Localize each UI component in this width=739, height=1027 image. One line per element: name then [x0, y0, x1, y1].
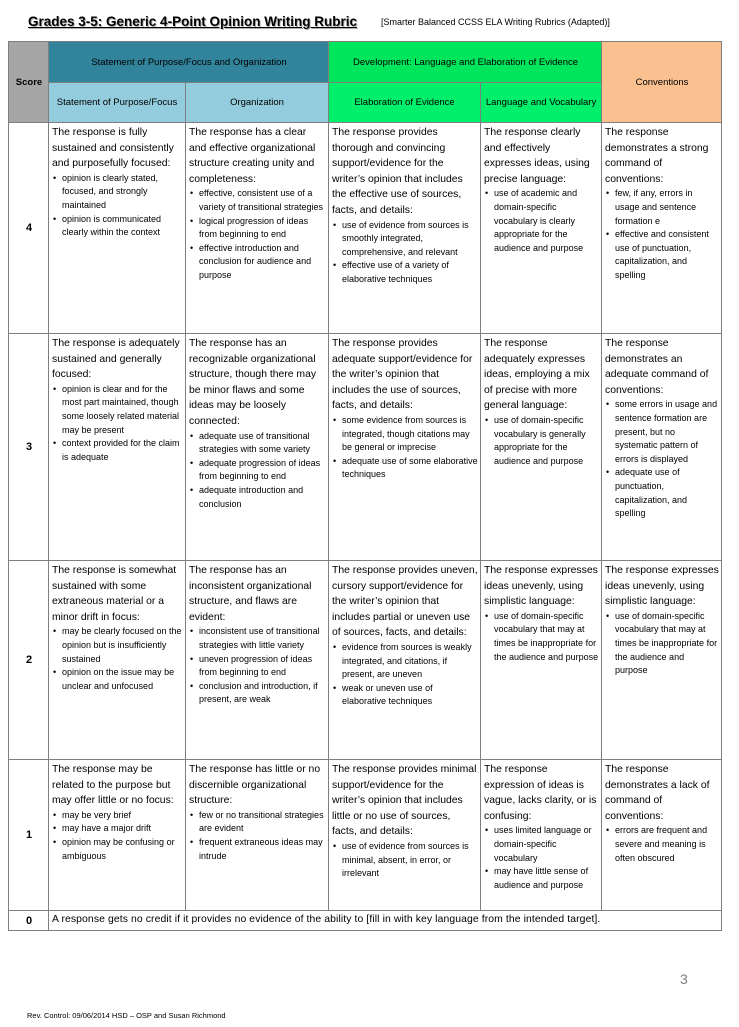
- bullet-item: • few or no transitional strategies are evident: [199, 809, 326, 836]
- language-cell: [481, 760, 602, 911]
- purpose-cell: [49, 561, 186, 760]
- purpose-bullet-list: [52, 172, 183, 240]
- bullet-item: • some evidence from sources is integrated, though citations may be general or imprecise: [342, 414, 478, 455]
- bullet-item: • effective, consistent use of a variety of transitional strategies: [199, 187, 326, 214]
- bullet-item: • opinion on the issue may be unclear and unfocused: [62, 666, 183, 693]
- bullet-item: • conclusion and introduction, if present, are weak: [199, 680, 326, 707]
- organization-description: The response has an recognizable organizational structure, though there may be minor flaws and some ideas may be loosely connected:: [189, 338, 317, 427]
- language-cell: [481, 561, 602, 760]
- bullet-item: • inconsistent use of transitional strategies with little variety: [199, 625, 326, 652]
- conventions-cell: [602, 760, 722, 911]
- language-description: The response expresses ideas unevenly, using simplistic language:: [484, 565, 598, 608]
- purpose-subheader: Statement of Purpose/Focus: [49, 83, 186, 123]
- elaboration-cell: [329, 123, 481, 334]
- purpose-description: The response is fully sustained and consistently and purposefully focused:: [52, 127, 174, 170]
- bullet-item: • may have little sense of audience and purpose: [494, 865, 599, 892]
- bullet-item: • use of evidence from sources is smoothly integrated, comprehensive, and relevant: [342, 219, 478, 260]
- bullet-item: • errors are frequent and severe and meaning is often obscured: [615, 824, 719, 865]
- bullet-item: • may be very brief: [62, 809, 183, 823]
- score-row-2: [9, 561, 722, 760]
- conventions-bullet-list: [605, 398, 719, 520]
- conventions-description: The response expresses ideas unevenly, using simplistic language:: [605, 565, 719, 608]
- purpose-cell: [49, 123, 186, 334]
- bullet-item: • opinion may be confusing or ambiguous: [62, 836, 183, 863]
- bullet-item: • few, if any, errors in usage and sentence formation e: [615, 187, 719, 228]
- conventions-cell: [602, 334, 722, 561]
- language-description: The response adequately expresses ideas, employing a mix of precise with more general language:: [484, 338, 590, 412]
- elaboration-description: The response provides thorough and convincing support/evidence for the writer’s opinion that includes the effective use of sources, facts, and details:: [332, 127, 463, 216]
- language-bullet-list: [484, 610, 599, 664]
- elaboration-description: The response provides minimal support/evidence for the writer’s opinion that includes little or no use of sources, facts, and details:: [332, 764, 477, 838]
- zero-score-description: A response gets no credit if it provides no evidence of the ability to [fill in with key language from the intended target].: [49, 911, 722, 931]
- bullet-item: • opinion is communicated clearly within the context: [62, 213, 183, 240]
- bullet-item: • adequate use of some elaborative techniques: [342, 455, 478, 482]
- bullet-item: • may be clearly focused on the opinion but is insufficiently sustained: [62, 625, 183, 666]
- development-header: Development: Language and Elaboration of Evidence: [329, 42, 602, 83]
- elaboration-cell: [329, 760, 481, 911]
- elaboration-cell: [329, 561, 481, 760]
- language-subheader: Language and Vocabulary: [481, 83, 602, 123]
- elaboration-subheader: Elaboration of Evidence: [329, 83, 481, 123]
- organization-cell: [186, 123, 329, 334]
- score-row-4: [9, 123, 722, 334]
- language-bullet-list: [484, 824, 599, 892]
- bullet-item: • effective use of a variety of elaborative techniques: [342, 259, 478, 286]
- conventions-bullet-list: [605, 824, 719, 865]
- purpose-cell: [49, 334, 186, 561]
- score-header: Score: [9, 42, 49, 123]
- conventions-description: The response demonstrates an adequate command of conventions:: [605, 338, 709, 396]
- bullet-item: • use of evidence from sources is minimal, absent, in error, or irrelevant: [342, 840, 478, 881]
- organization-description: The response has an inconsistent organizational structure, and flaws are evident:: [189, 565, 312, 623]
- bullet-item: • opinion is clearly stated, focused, and strongly maintained: [62, 172, 183, 213]
- page-number: 3: [680, 971, 688, 987]
- organization-description: The response has little or no discernible organizational structure:: [189, 764, 321, 807]
- revision-footer: Rev. Control: 09/06/2014 HSD – OSP and Susan Richmond: [27, 1011, 226, 1020]
- bullet-item: • adequate use of punctuation, capitalization, and spelling: [615, 466, 719, 520]
- bullet-item: • adequate progression of ideas from beginning to end: [199, 457, 326, 484]
- organization-subheader: Organization: [186, 83, 329, 123]
- organization-cell: [186, 334, 329, 561]
- score-value: 3: [9, 334, 49, 561]
- score-value: 0: [9, 911, 49, 931]
- bullet-item: • may have a major drift: [62, 822, 183, 836]
- score-row-1: [9, 760, 722, 911]
- language-description: The response expression of ideas is vague, lacks clarity, or is confusing:: [484, 764, 597, 822]
- bullet-item: • use of domain-specific vocabulary that may at times be inappropriate for the audience and purpose: [494, 610, 599, 664]
- bullet-item: • effective introduction and conclusion for audience and purpose: [199, 242, 326, 283]
- purpose-bullet-list: [52, 625, 183, 693]
- conventions-bullet-list: [605, 610, 719, 678]
- bullet-item: • use of academic and domain-specific vocabulary is clearly appropriate for the audience and purpose: [494, 187, 599, 255]
- bullet-item: • use of domain-specific vocabulary is generally appropriate for the audience and purpose: [494, 414, 599, 468]
- conventions-header: Conventions: [602, 42, 722, 123]
- organization-cell: [186, 561, 329, 760]
- elaboration-bullet-list: [332, 840, 478, 881]
- bullet-item: • adequate use of transitional strategies with some variety: [199, 430, 326, 457]
- conventions-cell: [602, 561, 722, 760]
- bullet-item: • context provided for the claim is adequate: [62, 437, 183, 464]
- page-subtitle: [Smarter Balanced CCSS ELA Writing Rubrics (Adapted)]: [381, 17, 610, 27]
- score-value: 2: [9, 561, 49, 760]
- bullet-item: • weak or uneven use of elaborative techniques: [342, 682, 478, 709]
- organization-bullet-list: [189, 430, 326, 512]
- organization-cell: [186, 760, 329, 911]
- language-cell: [481, 334, 602, 561]
- bullet-item: • adequate introduction and conclusion: [199, 484, 326, 511]
- score-value: 1: [9, 760, 49, 911]
- purpose-description: The response may be related to the purpose but may offer little or no focus:: [52, 764, 174, 807]
- header-row-1: [9, 42, 722, 83]
- conventions-bullet-list: [605, 187, 719, 282]
- purpose-description: The response is adequately sustained and generally focused:: [52, 338, 180, 381]
- bullet-item: • evidence from sources is weakly integrated, and citations, if present, are uneven: [342, 641, 478, 682]
- purpose-organization-header: Statement of Purpose/Focus and Organization: [49, 42, 329, 83]
- bullet-item: • effective and consistent use of punctuation, capitalization, and spelling: [615, 228, 719, 282]
- conventions-cell: [602, 123, 722, 334]
- bullet-item: • uneven progression of ideas from beginning to end: [199, 653, 326, 680]
- purpose-bullet-list: [52, 809, 183, 863]
- language-cell: [481, 123, 602, 334]
- conventions-description: The response demonstrates a strong command of conventions:: [605, 127, 709, 185]
- purpose-cell: [49, 760, 186, 911]
- elaboration-description: The response provides adequate support/evidence for the writer’s opinion that includes the use of sources, facts, and details:: [332, 338, 473, 412]
- organization-description: The response has a clear and effective organizational structure creating unity and completeness:: [189, 127, 316, 185]
- bullet-item: • uses limited language or domain-specific vocabulary: [494, 824, 599, 865]
- elaboration-bullet-list: [332, 414, 478, 482]
- bullet-item: • frequent extraneous ideas may intrude: [199, 836, 326, 863]
- language-bullet-list: [484, 187, 599, 255]
- elaboration-description: The response provides uneven, cursory support/evidence for the writer’s opinion that includes partial or uneven use of sources, facts, and details:: [332, 565, 478, 639]
- elaboration-bullet-list: [332, 219, 478, 287]
- page-title: Grades 3-5: Generic 4-Point Opinion Writing Rubric: [28, 14, 358, 29]
- language-description: The response clearly and effectively expresses ideas, using precise language:: [484, 127, 590, 185]
- bullet-item: • use of domain-specific vocabulary that may at times be inappropriate for the audience and purpose: [615, 610, 719, 678]
- organization-bullet-list: [189, 625, 326, 707]
- purpose-bullet-list: [52, 383, 183, 465]
- score-row-3: [9, 334, 722, 561]
- elaboration-cell: [329, 334, 481, 561]
- score-value: 4: [9, 123, 49, 334]
- organization-bullet-list: [189, 809, 326, 863]
- bullet-item: • some errors in usage and sentence formation are present, but no systematic pattern of errors is displayed: [615, 398, 719, 466]
- rubric-table: [8, 41, 722, 931]
- elaboration-bullet-list: [332, 641, 478, 709]
- bullet-item: • opinion is clear and for the most part maintained, though some loosely related material may be present: [62, 383, 183, 437]
- score-row-0: [9, 911, 722, 931]
- conventions-description: The response demonstrates a lack of command of conventions:: [605, 764, 710, 822]
- purpose-description: The response is somewhat sustained with some extraneous material or a minor drift in focus:: [52, 565, 177, 623]
- organization-bullet-list: [189, 187, 326, 282]
- bullet-item: • logical progression of ideas from beginning to end: [199, 215, 326, 242]
- language-bullet-list: [484, 414, 599, 468]
